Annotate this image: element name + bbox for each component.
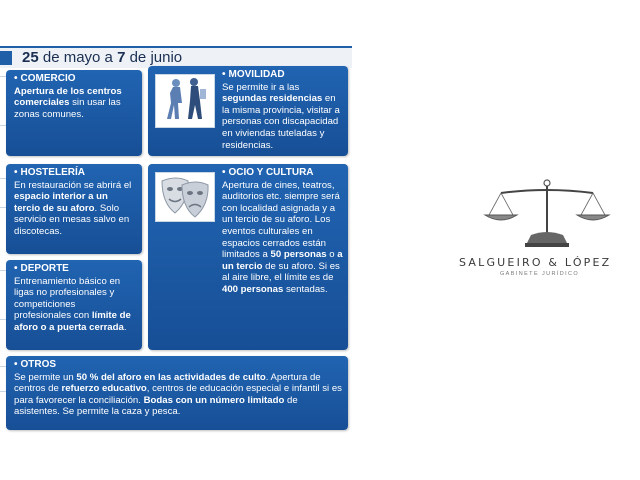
header-marker [0, 51, 12, 65]
theater-masks-icon [155, 172, 215, 222]
walking-people-icon [155, 74, 215, 128]
card-body-comercio: Apertura de los centros comerciales sin usar las zonas comunes. [14, 85, 122, 120]
card-deporte [6, 260, 142, 350]
card-body-hosteleria: En restauración se abrirá el espacio interior a un tercio de su aforo. Solo servicio en mesas salvo en discotecas. [14, 179, 132, 237]
card-title-deporte: • DEPORTE [14, 263, 69, 274]
card-body-otros: Se permite un 50 % del aforo en las actividades de culto. Apertura de centros de refuerzo educativo, centros de educación especial e infantil si es para favorecer la conciliación. Bodas con un número limitado de asistentes. Se permite la caza y pesca. [14, 371, 342, 418]
card-title-ocio: • OCIO Y CULTURA [222, 167, 314, 178]
card-hosteleria [6, 164, 142, 254]
logo-company-name: SALGUEIRO & LÓPEZ [459, 256, 612, 269]
card-comercio [6, 70, 142, 156]
card-body-movilidad: Se permite ir a las segundas residencias en la misma provincia, visitar a personas con discapacidad en viviendas tuteladas y residencias. [222, 81, 340, 151]
date-range-header [0, 46, 352, 68]
card-title-comercio: • COMERCIO [14, 73, 76, 84]
card-title-otros: • OTROS [14, 359, 57, 370]
logo-subtitle: GABINETE JURÍDICO [500, 271, 580, 277]
card-otros [6, 356, 348, 430]
card-title-movilidad: • MOVILIDAD [222, 69, 285, 80]
card-body-deporte: Entrenamiento básico en ligas no profesionales y competiciones profesionales con límite de aforo o a puerta cerrada. [14, 275, 131, 333]
date-range-text: 25 de mayo a 7 de junio [22, 49, 183, 66]
restrictions-infographic [0, 0, 352, 435]
card-body-ocio: Apertura de cines, teatros, auditorios etc. siempre será con localidad asignada y a un tercio de su aforo. Los eventos culturales en espacios cerrados están limitados a 50 personas o a un tercio de su aforo. Si es al aire libre, el límite es de 400 personas sentadas. [222, 179, 343, 295]
card-title-hosteleria: • HOSTELERÍA [14, 167, 85, 178]
